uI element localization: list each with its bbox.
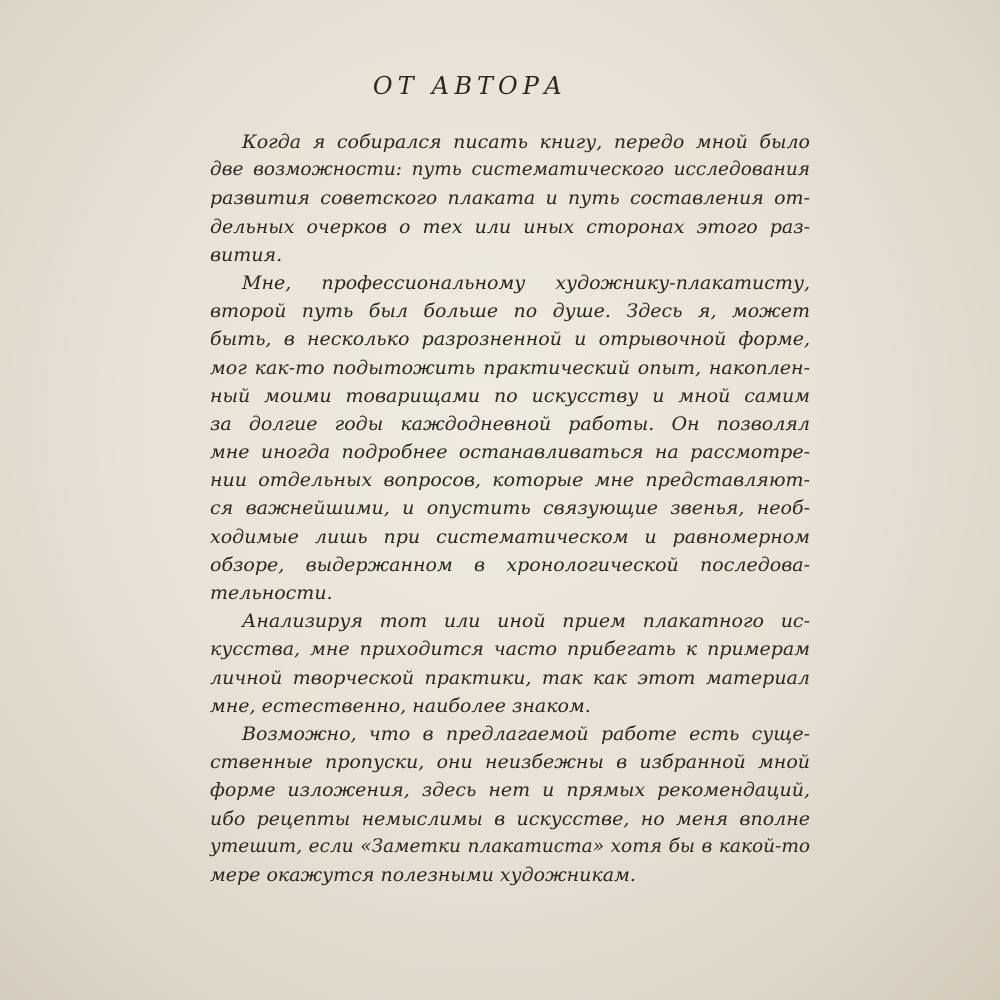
text-line: обзоре, выдержанном в хронологической последова- (210, 553, 810, 576)
text-line: ся важнейшими, и опустить связующие звенья, необ- (210, 497, 810, 520)
text-line: мне, естественно, наиболее знаком. (210, 694, 591, 717)
text-line: Мне, профессиональному художнику-плакатисту, (242, 271, 810, 294)
text-line: дельных очерков о тех или иных сторонах этого раз- (210, 215, 810, 238)
text-line: ибо рецепты немыслимы в искусстве, но меня вполне (210, 807, 810, 830)
text-line: вития. (210, 243, 283, 266)
text-line: ный моими товарищами по искусству и мной самим (210, 384, 810, 407)
text-line: форме изложения, здесь нет и прямых рекомендаций, (210, 779, 810, 802)
text-line: кусства, мне приходится часто прибегать к примерам (210, 638, 810, 661)
text-line: развития советского плаката и путь составления от- (210, 187, 810, 210)
text-line: Анализируя тот или иной прием плакатного ис- (242, 610, 810, 633)
text-line: мог как-то подытожить практический опыт, накоплен- (210, 356, 810, 379)
text-line: нии отдельных вопросов, которые мне представляют- (210, 469, 810, 492)
text-line: утешит, если «Заметки плакатиста» хотя бы в какой-то (210, 835, 810, 857)
text-line: мне иногда подробнее останавливаться на рассмотре- (210, 441, 810, 464)
text-line: две возможности: путь систематического исследования (210, 159, 810, 181)
text-line: за долгие годы каждодневной работы. Он позволял (210, 412, 810, 435)
text-line: тельности. (210, 582, 333, 604)
page-heading: ОТ АВТОРА (372, 72, 568, 100)
text-line: личной творческой практики, так как этот материал (210, 666, 810, 689)
text-line: Когда я собирался писать книгу, передо мной было (242, 131, 810, 153)
text-line: быть, в несколько разрозненной и отрывочной форме, (210, 328, 810, 351)
text-line: мере окажутся полезными художникам. (210, 863, 636, 886)
text-line: ходимые лишь при систематическом и равномерном (210, 525, 810, 548)
body-text (210, 128, 810, 889)
text-line: второй путь был больше по душе. Здесь я, может (210, 300, 810, 323)
text-line: Возможно, что в предлагаемой работе есть суще- (242, 722, 810, 745)
text-line: ственные пропуски, они неизбежны в избранной мной (210, 751, 810, 774)
